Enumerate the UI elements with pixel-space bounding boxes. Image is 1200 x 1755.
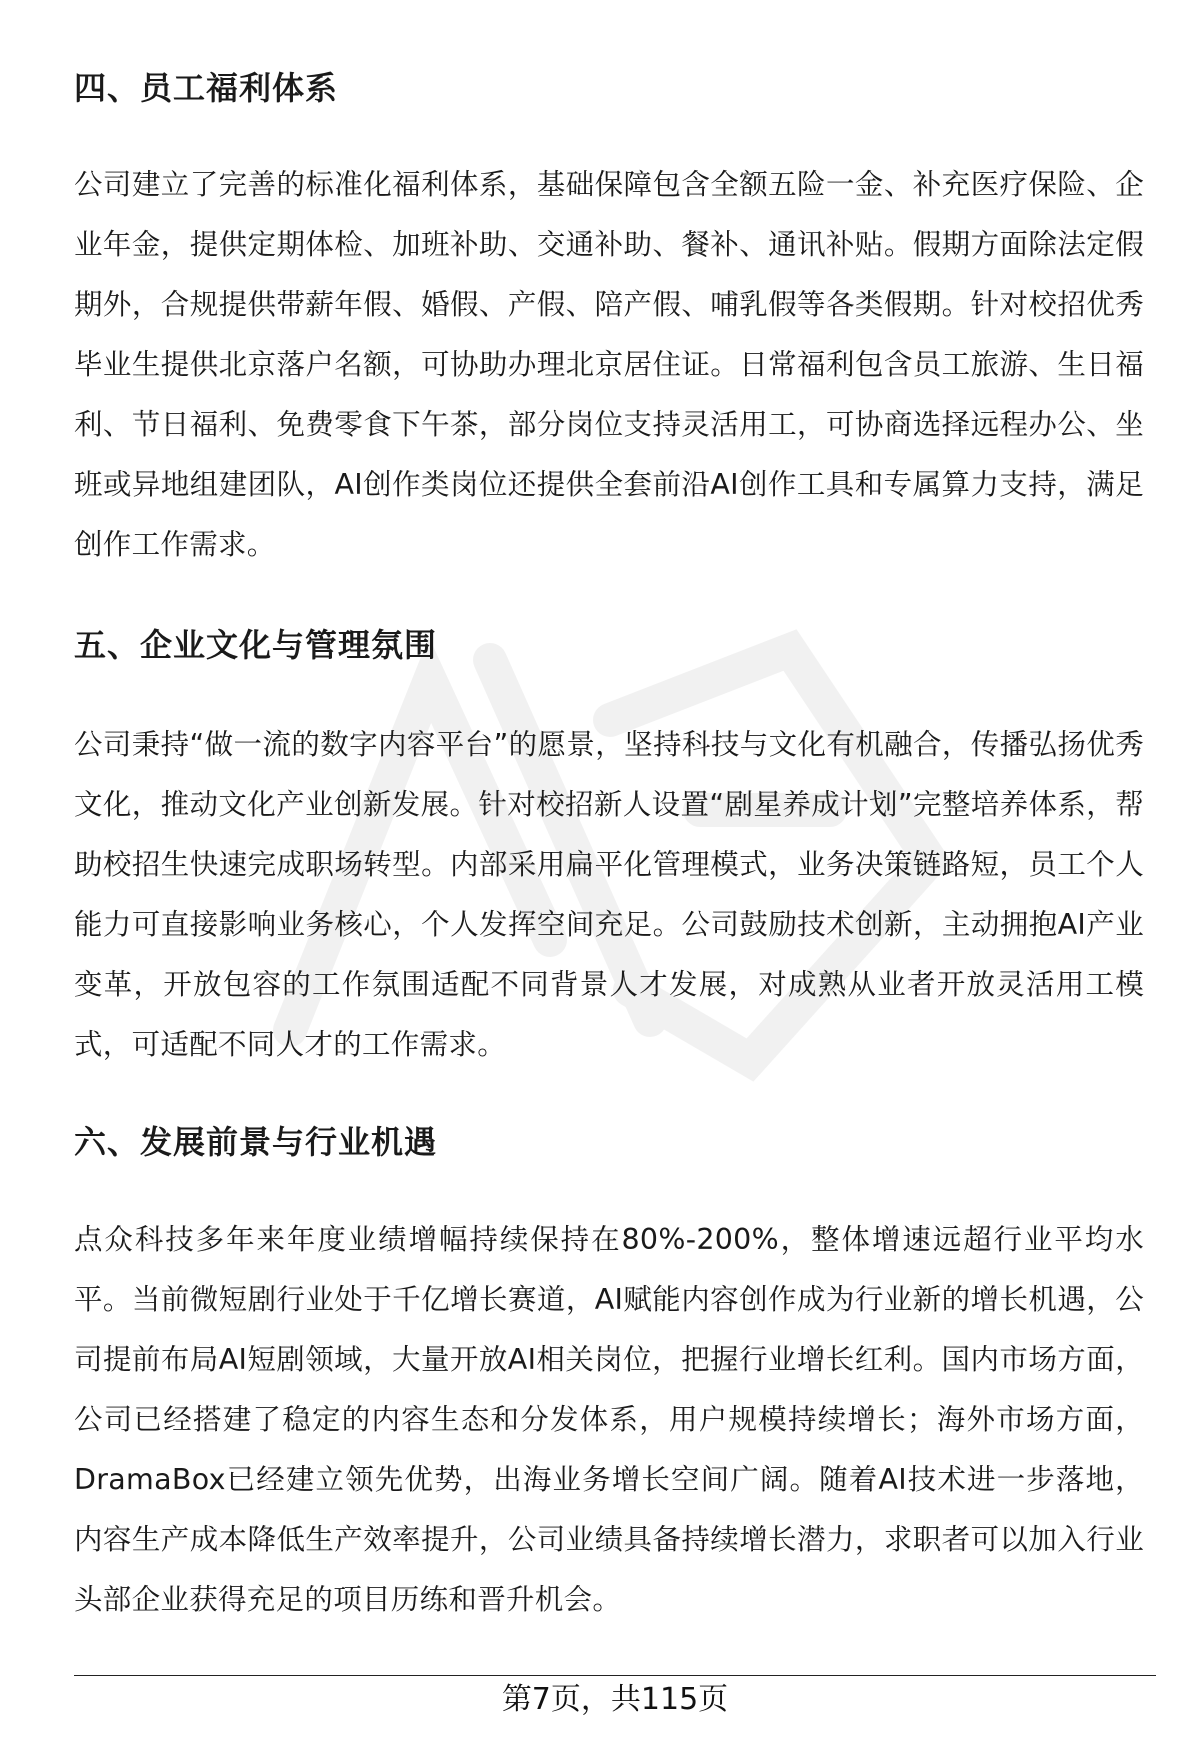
section-5-body-block (74, 715, 1144, 1075)
section-5-heading-block (74, 625, 1144, 665)
section-heading: 四、员工福利体系 (74, 69, 339, 107)
section-6-heading-block (74, 1122, 1144, 1162)
page-number: 第7页，共115页 (501, 1682, 729, 1717)
section-heading: 五、企业文化与管理氛围 (74, 626, 438, 664)
footer-divider (74, 1675, 1156, 1676)
section-4-heading-block (74, 68, 1144, 108)
section-heading: 六、发展前景与行业机遇 (74, 1123, 438, 1161)
section-paragraph: 点众科技多年来年度业绩增幅持续保持在80%-200%，整体增速远超行业平均水平。当前微短剧行业处于千亿增长赛道，AI赋能内容创作成为行业新的增长机遇，公司提前布局AI短剧领域，大量开放AI相关岗位，把握行业增长红利。国内市场方面，公司已经搭建了稳定的内容生态和分发体系，用户规模持续增长；海外市场方面，DramaBox已经建立领先优势，出海业务增长空间广阔。随着AI技术进一步落地，内容生产成本降低生产效率提升，公司业绩具备持续增长潜力，求职者可以加入行业头部企业获得充足的项目历练和晋升机会。 (74, 1223, 1144, 1616)
section-4-body-block (74, 155, 1144, 575)
section-6-body-block (74, 1210, 1144, 1630)
section-paragraph: 公司秉持“做一流的数字内容平台”的愿景，坚持科技与文化有机融合，传播弘扬优秀文化，推动文化产业创新发展。针对校招新人设置“剧星养成计划”完整培养体系，帮助校招生快速完成职场转型。内部采用扁平化管理模式，业务决策链路短，员工个人能力可直接影响业务核心，个人发挥空间充足。公司鼓励技术创新，主动拥抱AI产业变革，开放包容的工作氛围适配不同背景人才发展，对成熟从业者开放灵活用工模式，可适配不同人才的工作需求。 (74, 728, 1144, 1061)
section-paragraph: 公司建立了完善的标准化福利体系，基础保障包含全额五险一金、补充医疗保险、企业年金，提供定期体检、加班补助、交通补助、餐补、通讯补贴。假期方面除法定假期外，合规提供带薪年假、婚假、产假、陪产假、哺乳假等各类假期。针对校招优秀毕业生提供北京落户名额，可协助办理北京居住证。日常福利包含员工旅游、生日福利、节日福利、免费零食下午茶，部分岗位支持灵活用工，可协商选择远程办公、坐班或异地组建团队，AI创作类岗位还提供全套前沿AI创作工具和专属算力支持，满足创作工作需求。 (74, 168, 1144, 561)
